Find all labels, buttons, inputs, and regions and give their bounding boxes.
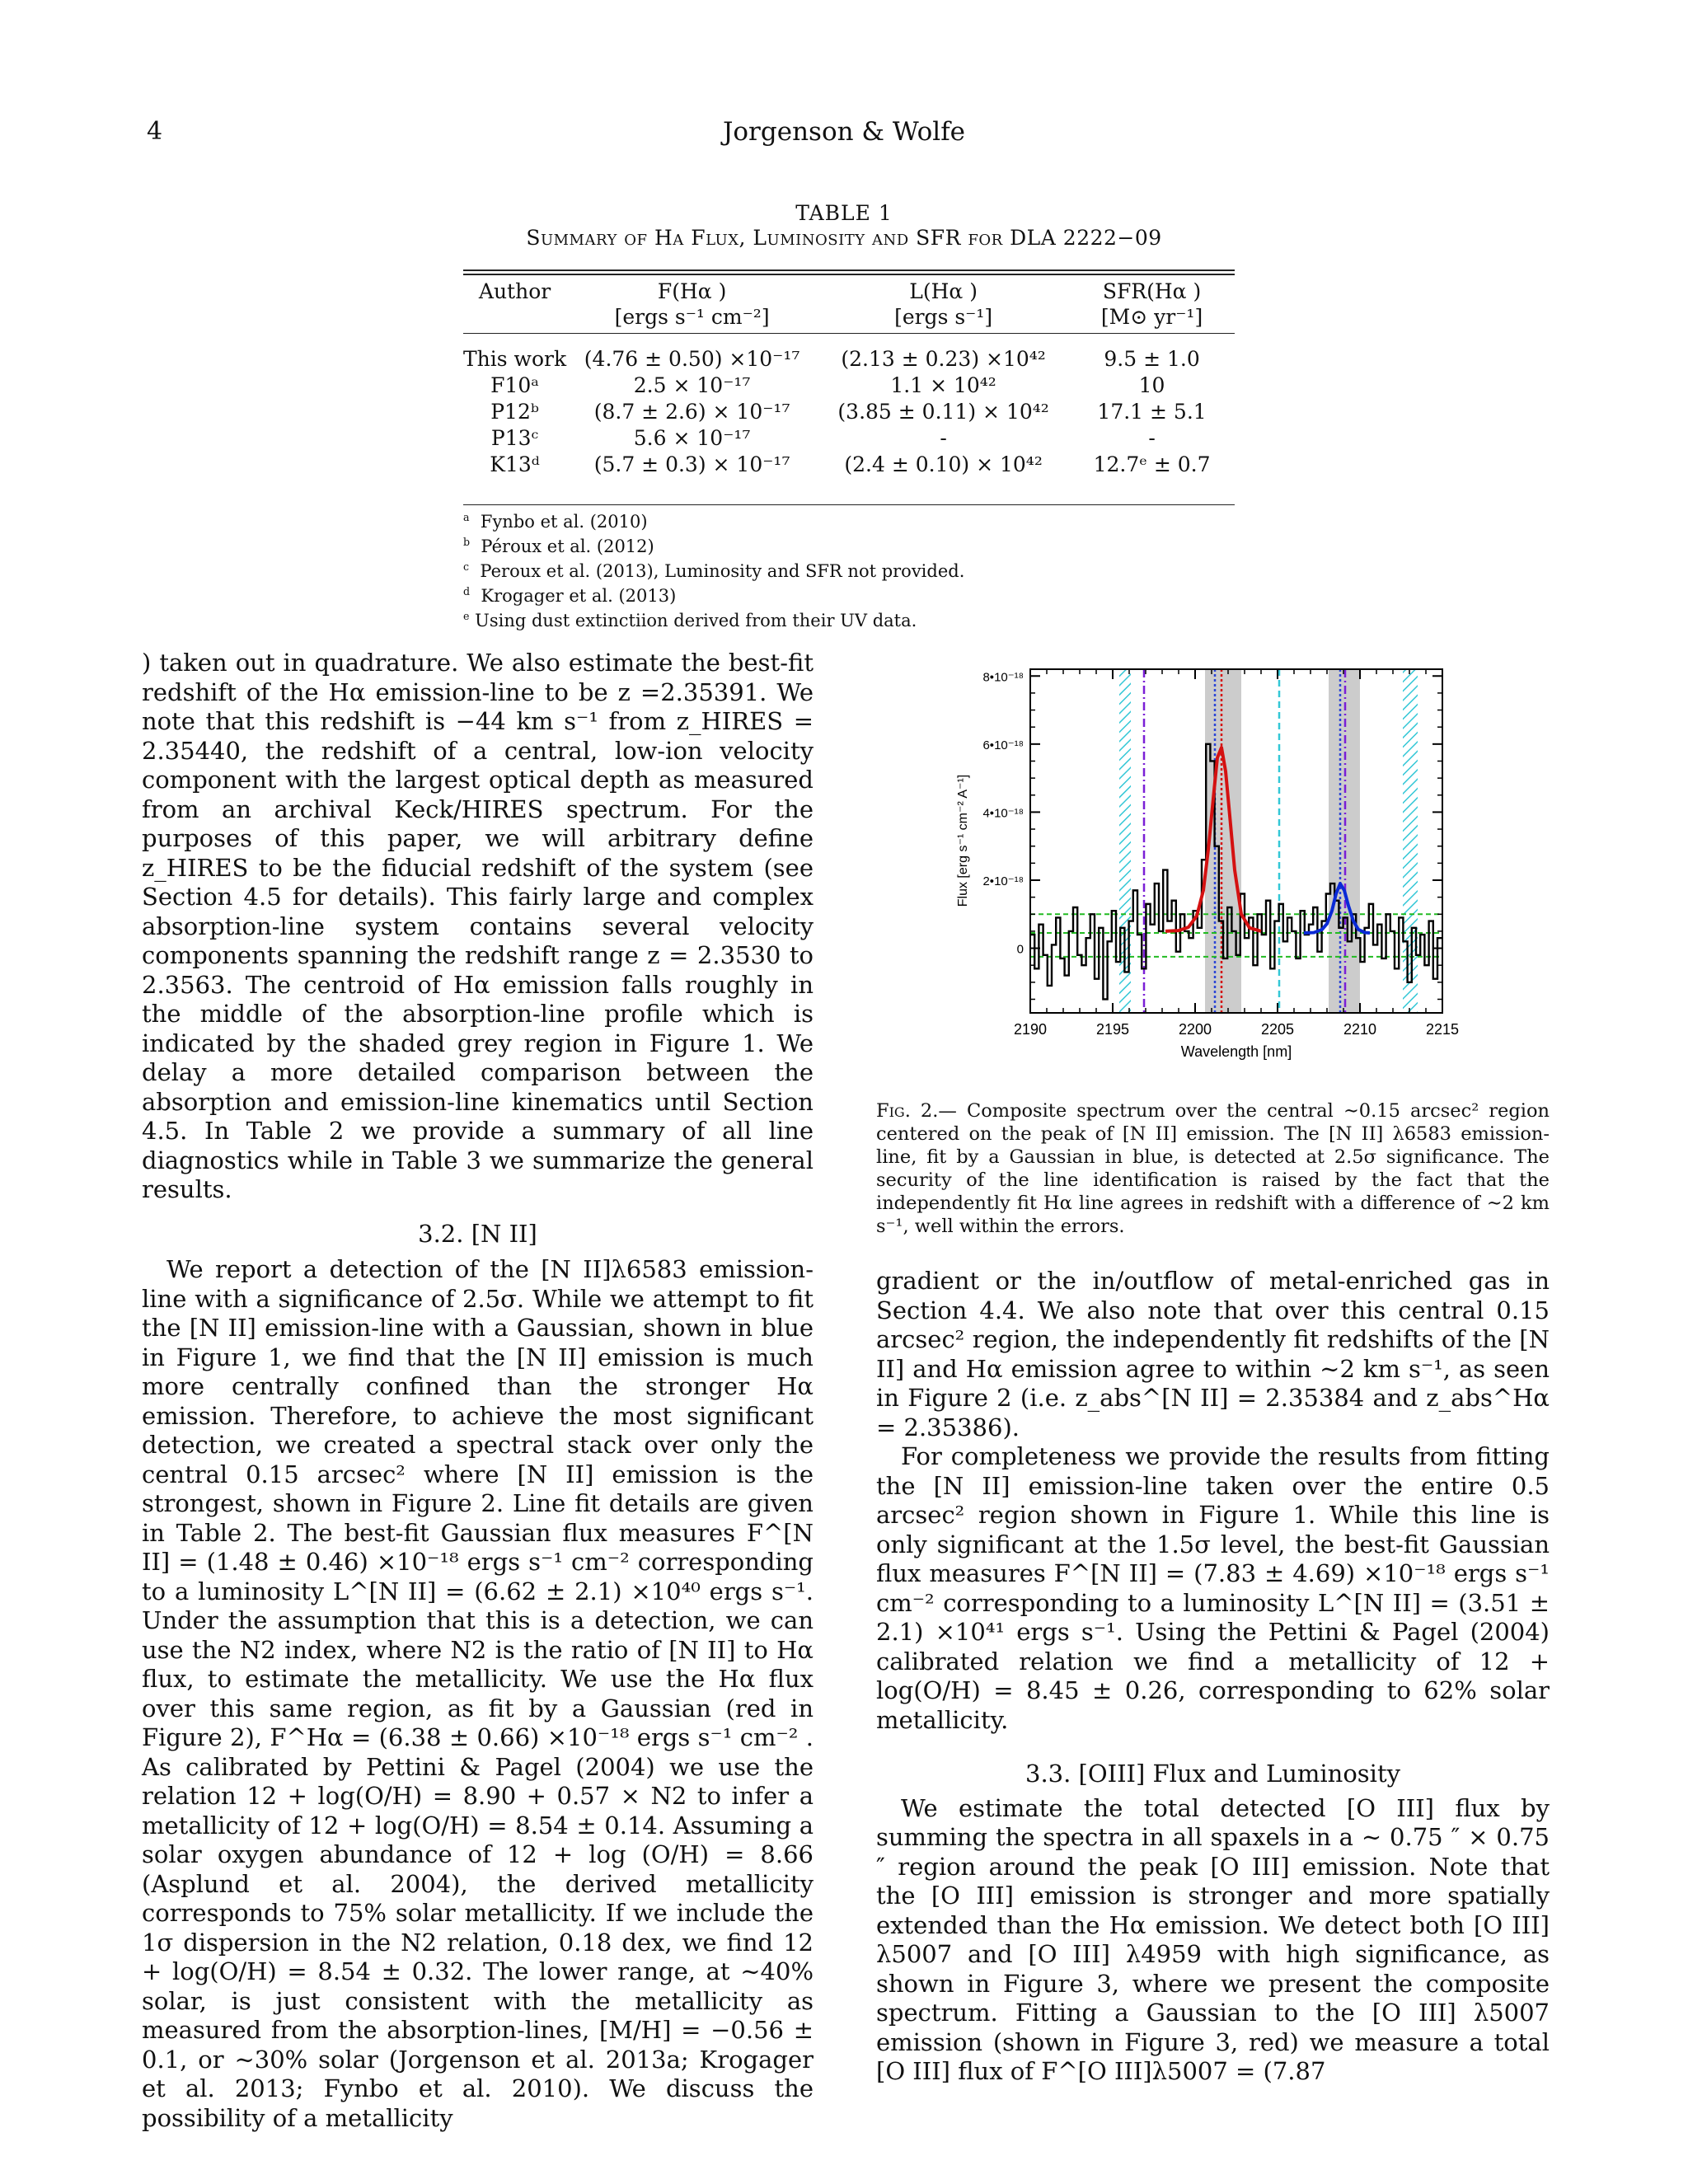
- table-cell: (2.13 ± 0.23) ×10⁴²: [841, 347, 1046, 371]
- caption-text: Composite spectrum over the central ∼0.15 arcsec² region centered on the peak of [N II] emission. The [N II] λ6583 emission-line, fit by a Gaussian in blue, is detected at 2.5σ significance. The security of the line identification is raised by the fact that the independently fit Hα line agrees in redshift with a difference of ∼2 km s⁻¹, well within the errors.: [876, 1100, 1550, 1237]
- col-header: F(Hα ): [657, 279, 727, 303]
- table-cell: 1.1 × 10⁴²: [890, 373, 996, 397]
- x-tick-label: 2215: [1425, 1021, 1460, 1038]
- x-tick-label: 2200: [1178, 1021, 1212, 1038]
- paragraph: We estimate the total detected [O III] flux by summing the spectra in all spaxels in a ∼ 0.75 ″ × 0.75 ″ region around the peak [O III] emission. Note that the [O III] emission is stronger and more spatially extended than the Hα emission. We detect both [O III] λ5007 and [O III] λ4959 with high significance, as shown in Figure 3, where we present the composite spectrum. Fitting a Gaussian to the [O III] λ5007 emission (shown in Figure 3, red) we measure a total [O III] flux of F^[O III]λ5007 = (7.87: [876, 1793, 1550, 2085]
- table-header-rule: [463, 333, 1235, 334]
- table-bottom-rule: [463, 504, 1235, 505]
- col-unit: [M⊙ yr⁻¹]: [1100, 305, 1203, 329]
- table-footnote: $^e$ Using dust extinctiion derived from their UV data.: [463, 610, 917, 630]
- summary-table: [463, 279, 1235, 478]
- figure-2-caption: [876, 1099, 1550, 1238]
- table-cell: K13ᵈ: [490, 452, 540, 476]
- running-title: Jorgenson & Wolfe: [722, 117, 966, 147]
- paragraph: For completeness we provide the results from fitting the [N II] emission-line taken over the entire 0.5 arcsec² region shown in Figure 1. While this line is only significant at the 1.5σ level, the best-fit Gaussian flux measures F^[N II] = (7.83 ± 4.69) ×10⁻¹⁸ ergs s⁻¹ cm⁻² corresponding to a luminosity L^[N II] = (3.51 ± 2.1) ×10⁴¹ ergs s⁻¹. Using the Pettini & Pagel (2004) calibrated relation we find a metallicity of 12 + log(O/H) = 8.45 ± 0.26, corresponding to 62% solar metallicity.: [876, 1442, 1550, 1734]
- x-axis-label: Wavelength [nm]: [1180, 1043, 1292, 1060]
- paragraph: ) taken out in quadrature. We also estimate the best-fit redshift of the Hα emission-line to be z =2.35391. We note that this redshift is −44 km s⁻¹ from z_HIRES = 2.35440, the redshift of a central, low-ion velocity component with the largest optical depth as measured from an archival Keck/HIRES spectrum. For the purposes of this paper, we will arbitrary define z_HIRES to be the fiducial redshift of the system (see Section 4.5 for details). This fairly large and complex absorption-line system contains several velocity components spanning the redshift range z = 2.3530 to 2.3563. The centroid of Hα emission falls roughly in the middle of the absorption-line profile which is indicated by the shaded grey region in Figure 1. We delay a more detailed comparison between the absorption and emission-line kinematics until Section 4.5. In Table 2 we provide a summary of all line diagnostics while in Table 3 we summarize the general results.: [142, 649, 814, 1203]
- table-cell: 12.7ᵉ ± 0.7: [1093, 452, 1211, 476]
- table-cell: 17.1 ± 5.1: [1097, 400, 1207, 424]
- x-tick-label: 2205: [1260, 1021, 1295, 1038]
- table-cell: 10: [1138, 373, 1165, 397]
- table-row: [463, 373, 1235, 399]
- table-cell: (3.85 ± 0.11) × 10⁴²: [837, 400, 1049, 424]
- col-header: SFR(Hα ): [1102, 279, 1202, 303]
- table-cell: (5.7 ± 0.3) × 10⁻¹⁷: [593, 452, 790, 476]
- col-header: L(Hα ): [909, 279, 978, 303]
- col-header: Author: [478, 279, 551, 303]
- page-number: 4: [147, 117, 163, 146]
- table-cell: (8.7 ± 2.6) × 10⁻¹⁷: [593, 400, 790, 424]
- table-cell: This work: [463, 347, 567, 371]
- table-cell: F10ᵃ: [490, 373, 539, 397]
- y-tick-label: 0: [1016, 942, 1024, 957]
- y-tick-label: 8•10⁻¹⁸: [982, 670, 1024, 685]
- caption-label: Fig. 2.—: [876, 1100, 957, 1122]
- table-cell: 5.6 × 10⁻¹⁷: [633, 426, 751, 450]
- table-row: [463, 346, 1235, 373]
- vertical-marker-lines: [1144, 669, 1345, 1013]
- y-axis-label: Flux [erg s⁻¹ cm⁻² A⁻¹]: [956, 774, 970, 907]
- section-heading: 3.2. [N II]: [418, 1219, 537, 1248]
- table-cell: (2.4 ± 0.10) × 10⁴²: [844, 452, 1043, 476]
- col-unit: [463, 305, 566, 330]
- table-footnote: $^c$ Peroux et al. (2013), Luminosity and SFR not provided.: [463, 560, 965, 581]
- y-tick-label: 2•10⁻¹⁸: [982, 874, 1024, 888]
- table-row: [463, 452, 1235, 478]
- table-label: TABLE 1: [795, 201, 893, 225]
- table-header-row: [463, 279, 1235, 305]
- table-row: [463, 425, 1235, 452]
- table-cell: 9.5 ± 1.0: [1104, 347, 1200, 371]
- table-top-rule-2: [463, 274, 1235, 275]
- table-top-rule: [463, 269, 1235, 271]
- figure-2-chart: [948, 651, 1484, 1080]
- table-caption: Summary of Hα Flux, Luminosity and SFR for DLA 2222−09: [526, 226, 1162, 250]
- shaded-regions: [1119, 669, 1418, 1013]
- x-tick-label: 2210: [1343, 1021, 1377, 1038]
- hatched-region: [1403, 669, 1418, 1013]
- table-cell: -: [1148, 426, 1156, 450]
- table-footnote: $^d$ Krogager et al. (2013): [463, 585, 677, 606]
- table-cell: 2.5 × 10⁻¹⁷: [633, 373, 751, 397]
- table-footnote: $^a$ Fynbo et al. (2010): [463, 511, 648, 532]
- table-cell: P13ᶜ: [490, 426, 539, 450]
- table-unit-row: [463, 305, 1235, 330]
- right-column: [876, 1267, 1550, 2087]
- table-row: [463, 399, 1235, 425]
- paragraph: We report a detection of the [N II]λ6583 emission-line with a significance of 2.5σ. While we attempt to fit the [N II] emission-line with a Gaussian, shown in blue in Figure 1, we find that the [N II] emission is much more centrally confined than the stronger Hα emission. Therefore, to achieve the most significant detection, we created a spectral stack over only the central 0.15 arcsec² where [N II] emission is the strongest, shown in Figure 2. Line fit details are given in Table 2. The best-fit Gaussian flux measures F^[N II] = (1.48 ± 0.46) ×10⁻¹⁸ ergs s⁻¹ cm⁻² corresponding to a luminosity L^[N II] = (6.62 ± 2.1) ×10⁴⁰ ergs s⁻¹. Under the assumption that this is a detection, we can use the N2 index, where N2 is the ratio of [N II] to Hα flux, to estimate the metallicity. We use the Hα flux over this same region, as fit by a Gaussian (red in Figure 2), F^Hα = (6.38 ± 0.66) ×10⁻¹⁸ ergs s⁻¹ cm⁻² . As calibrated by Pettini & Pagel (2004) we use the relation 12 + log(O/H) = 8.90 + 0.57 × N2 to infer a metallicity of 12 + log(O/H) = 8.54 ± 0.14. Assuming a solar oxygen abundance of 12 + log (O/H) = 8.66 (Asplund et al. 2004), the derived metallicity corresponds to 75% solar metallicity. If we include the 1σ dispersion in the N2 relation, 0.18 dex, we find 12 + log(O/H) = 8.54 ± 0.32. The lower range, at ∼40% solar, is just consistent with the metallicity as measured from the absorption-lines, [M/H] = −0.56 ± 0.1, or ∼30% solar (Jorgenson et al. 2013a; Krogager et al. 2013; Fynbo et al. 2010). We discuss the possibility of a metallicity: [142, 1255, 814, 2132]
- table-cell: (4.76 ± 0.50) ×10⁻¹⁷: [584, 347, 800, 371]
- x-tick-label: 2190: [1013, 1021, 1048, 1038]
- x-tick-label: 2195: [1095, 1021, 1130, 1038]
- y-tick-label: 6•10⁻¹⁸: [982, 738, 1024, 752]
- section-heading: 3.3. [OIII] Flux and Luminosity: [1025, 1760, 1400, 1788]
- table-footnote: $^b$ Péroux et al. (2012): [463, 536, 654, 556]
- col-unit: [ergs s⁻¹]: [894, 305, 993, 329]
- table-cell: -: [940, 426, 947, 450]
- table-cell: P12ᵇ: [490, 400, 539, 424]
- col-unit: [ergs s⁻¹ cm⁻²]: [614, 305, 770, 329]
- left-column: [142, 649, 814, 2133]
- y-tick-label: 4•10⁻¹⁸: [982, 806, 1024, 821]
- paragraph: gradient or the in/outflow of metal-enriched gas in Section 4.4. We also note that over this central 0.15 arcsec² region, the independently fit redshifts of the [N II] and Hα emission agree to within ∼2 km s⁻¹, as seen in Figure 2 (i.e. z_abs^[N II] = 2.35384 and z_abs^Hα = 2.35386).: [876, 1267, 1550, 1441]
